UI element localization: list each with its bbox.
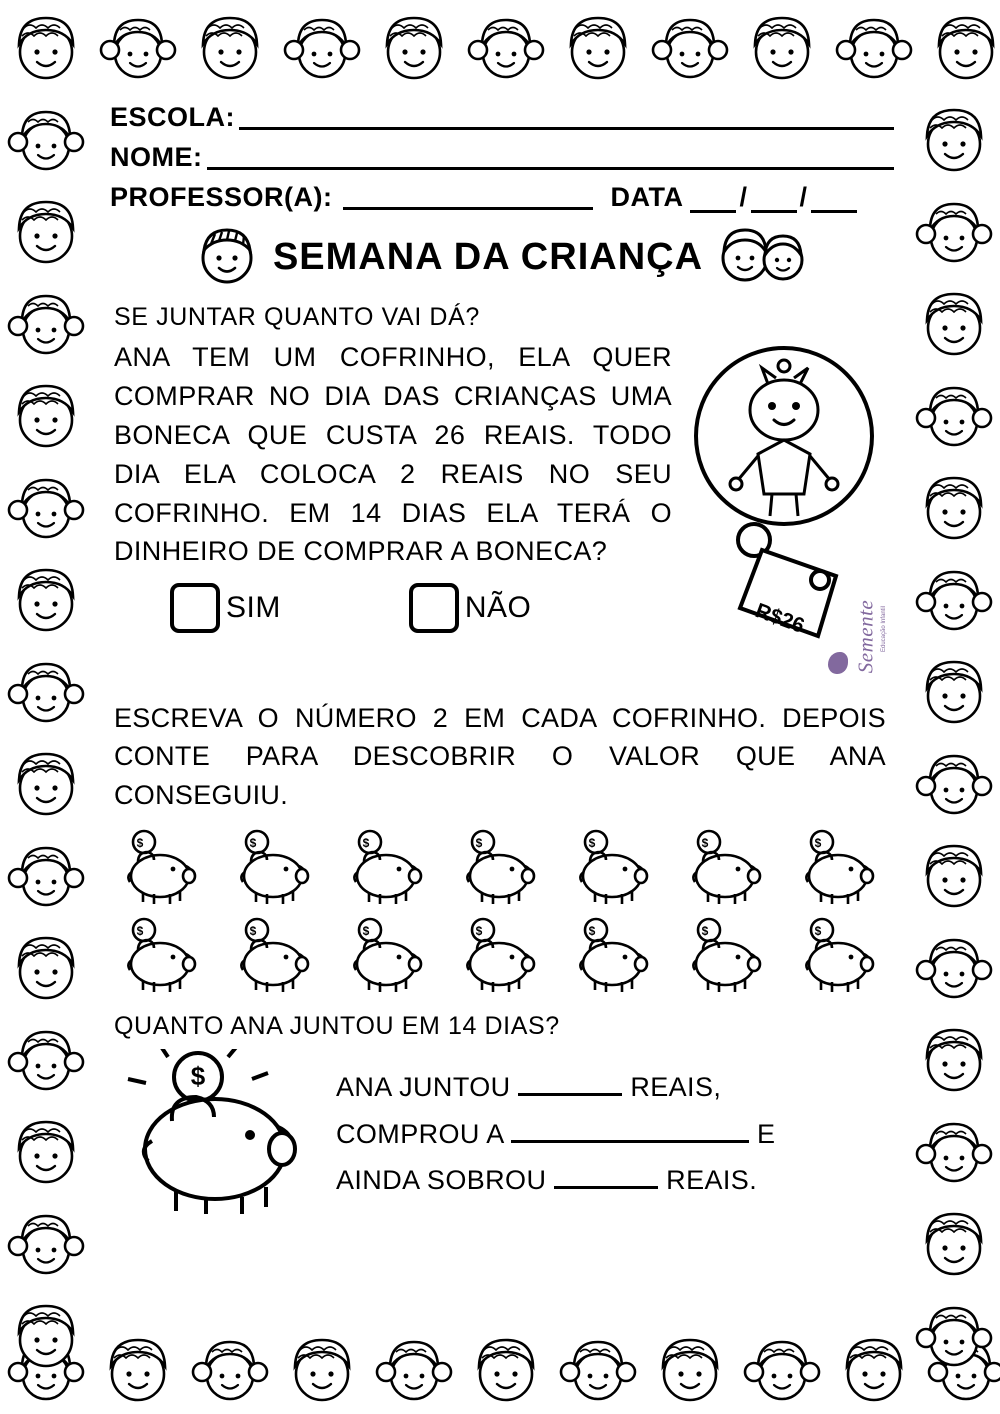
checkbox-sim[interactable] xyxy=(170,583,220,633)
border-kid-face-icon xyxy=(460,1322,552,1414)
border-kid-face-icon xyxy=(0,920,92,1012)
girl-faces-icon xyxy=(713,222,809,293)
piggy-bank-icon[interactable] xyxy=(788,828,891,910)
border-kid-face-icon xyxy=(276,0,368,92)
border-kid-face-icon xyxy=(0,92,92,184)
border-kid-face-icon xyxy=(908,552,1000,644)
piggy-bank-icon[interactable] xyxy=(336,828,439,910)
border-kid-face-icon xyxy=(908,920,1000,1012)
school-label: ESCOLA: xyxy=(110,102,235,132)
decorative-border-left xyxy=(0,92,92,1322)
choice-nao-label: NÃO xyxy=(464,591,532,625)
border-kid-face-icon xyxy=(184,1322,276,1414)
answer-line-1 xyxy=(336,1064,908,1110)
boy-face-icon xyxy=(191,222,263,293)
watermark-leaf-icon xyxy=(828,652,848,674)
decorative-border-bottom xyxy=(0,1322,1000,1414)
watermark-subtitle: Educação Infantil xyxy=(881,605,887,653)
svg-text:$: $ xyxy=(701,835,709,850)
border-kid-face-icon xyxy=(644,1322,736,1414)
border-kid-face-icon xyxy=(736,1322,828,1414)
piggy-bank-grid xyxy=(110,828,908,998)
border-kid-face-icon xyxy=(276,1322,368,1414)
teacher-date-field-row xyxy=(110,182,894,213)
answer-blank-1[interactable] xyxy=(518,1075,622,1096)
border-kid-face-icon xyxy=(0,736,92,828)
border-kid-face-icon xyxy=(828,1322,920,1414)
border-kid-face-icon xyxy=(0,1012,92,1104)
worksheet-content xyxy=(92,92,908,1322)
svg-text:$: $ xyxy=(701,923,709,938)
border-kid-face-icon xyxy=(184,0,276,92)
watermark-name: Semente xyxy=(853,599,878,674)
piggy-bank-icon[interactable] xyxy=(223,828,326,910)
answer-blank-2[interactable] xyxy=(511,1122,749,1143)
border-kid-face-icon xyxy=(0,552,92,644)
teacher-label: PROFESSOR(A): xyxy=(110,182,333,212)
date-label: DATA xyxy=(610,182,684,212)
border-kid-face-icon xyxy=(908,276,1000,368)
border-kid-face-icon xyxy=(908,1288,1000,1380)
border-kid-face-icon xyxy=(908,828,1000,920)
price-tag-text: R$26 xyxy=(752,599,808,638)
border-kid-face-icon xyxy=(0,460,92,552)
border-kid-face-icon xyxy=(644,0,736,92)
piggy-bank-icon[interactable] xyxy=(449,828,552,910)
svg-text:$: $ xyxy=(362,923,370,938)
answer-line-3-suffix: REAIS. xyxy=(666,1165,758,1196)
border-kid-face-icon xyxy=(0,0,92,92)
choice-sim-label: SIM xyxy=(226,591,281,625)
school-field-row xyxy=(110,102,894,133)
date-day-input[interactable] xyxy=(690,190,736,213)
piggy-bank-icon[interactable] xyxy=(110,916,213,998)
answer-line-2-prefix: COMPROU A xyxy=(336,1118,504,1149)
svg-text:$: $ xyxy=(475,835,483,850)
piggy-bank-icon[interactable] xyxy=(675,828,778,910)
border-kid-face-icon xyxy=(0,1288,92,1380)
instruction-text: ESCREVA O NÚMERO 2 EM CADA COFRINHO. DEPOIS CONTE PARA DESCOBRIR O VALOR QUE ANA CONSEGUIU. xyxy=(114,703,886,810)
name-field-row xyxy=(110,142,894,173)
piggy-bank-icon[interactable] xyxy=(562,828,665,910)
worksheet-title-row xyxy=(92,222,908,293)
date-year-input[interactable] xyxy=(811,190,857,213)
teacher-input-line[interactable] xyxy=(343,187,593,210)
border-kid-face-icon xyxy=(368,0,460,92)
problem-text: ANA TEM UM COFRINHO, ELA QUER COMPRAR NO DIA DAS CRIANÇAS UMA BONECA QUE CUSTA 26 REAIS. TODO DIA ELA COLOCA 2 REAIS NO SEU COFRINHO. EM 14 DIAS ELA TERÁ O DINHEIRO DE COMPRAR A BONECA? xyxy=(114,342,672,567)
border-kid-face-icon xyxy=(0,368,92,460)
border-kid-face-icon xyxy=(908,736,1000,828)
page-title: SEMANA DA CRIANÇA xyxy=(272,236,704,278)
answer-line-2-suffix: E xyxy=(756,1118,776,1149)
answer-line-2 xyxy=(336,1111,908,1157)
answer-fill-in-lines xyxy=(336,1064,908,1203)
border-kid-face-icon xyxy=(908,1104,1000,1196)
choice-sim[interactable] xyxy=(170,583,281,633)
student-info-header xyxy=(92,92,908,213)
large-piggy-bank-illustration xyxy=(110,1049,330,1219)
border-kid-face-icon xyxy=(908,368,1000,460)
border-kid-face-icon xyxy=(0,644,92,736)
border-kid-face-icon xyxy=(920,0,1000,92)
border-kid-face-icon xyxy=(368,1322,460,1414)
answer-line-1-prefix: ANA JUNTOU xyxy=(336,1072,511,1103)
border-kid-face-icon xyxy=(908,460,1000,552)
piggy-bank-icon[interactable] xyxy=(110,828,213,910)
answer-section xyxy=(92,1049,908,1219)
border-kid-face-icon xyxy=(0,184,92,276)
border-kid-face-icon xyxy=(92,1322,184,1414)
decorative-border-right xyxy=(908,92,1000,1322)
answer-line-3-prefix: AINDA SOBROU xyxy=(336,1165,547,1196)
final-question: QUANTO ANA JUNTOU EM 14 DIAS? xyxy=(114,1011,560,1040)
piggy-row xyxy=(110,828,908,910)
svg-text:$: $ xyxy=(136,923,144,938)
border-kid-face-icon xyxy=(736,0,828,92)
svg-text:$: $ xyxy=(249,923,257,938)
piggy-bank-icon[interactable] xyxy=(788,916,891,998)
border-kid-face-icon xyxy=(908,1012,1000,1104)
name-label: NOME: xyxy=(110,142,203,172)
svg-text:$: $ xyxy=(136,835,144,850)
svg-text:$: $ xyxy=(249,835,257,850)
border-kid-face-icon xyxy=(0,1196,92,1288)
border-kid-face-icon xyxy=(552,0,644,92)
border-kid-face-icon xyxy=(908,644,1000,736)
answer-line-1-suffix: REAIS, xyxy=(630,1072,722,1103)
svg-text:$: $ xyxy=(588,923,596,938)
svg-text:$: $ xyxy=(190,1060,206,1091)
piggy-row xyxy=(110,916,908,998)
answer-blank-3[interactable] xyxy=(554,1168,658,1189)
border-kid-face-icon xyxy=(908,92,1000,184)
choice-nao[interactable] xyxy=(409,583,532,633)
piggy-bank-icon[interactable] xyxy=(449,916,552,998)
date-separator-1: / xyxy=(739,182,748,212)
svg-text:$: $ xyxy=(814,835,822,850)
border-kid-face-icon xyxy=(908,184,1000,276)
publisher-watermark xyxy=(824,590,898,686)
border-kid-face-icon xyxy=(0,828,92,920)
border-kid-face-icon xyxy=(92,0,184,92)
question-intro: SE JUNTAR QUANTO VAI DÁ? xyxy=(114,303,480,331)
piggy-bank-icon[interactable] xyxy=(223,916,326,998)
piggy-bank-icon[interactable] xyxy=(562,916,665,998)
border-kid-face-icon xyxy=(552,1322,644,1414)
border-kid-face-icon xyxy=(828,0,920,92)
decorative-border-top xyxy=(0,0,1000,92)
svg-text:$: $ xyxy=(588,835,596,850)
border-kid-face-icon xyxy=(460,0,552,92)
checkbox-nao[interactable] xyxy=(409,583,459,633)
svg-text:$: $ xyxy=(814,923,822,938)
piggy-bank-icon[interactable] xyxy=(336,916,439,998)
date-month-input[interactable] xyxy=(751,190,797,213)
svg-text:$: $ xyxy=(362,835,370,850)
border-kid-face-icon xyxy=(908,1196,1000,1288)
name-input-line[interactable] xyxy=(207,147,895,170)
answer-line-3 xyxy=(336,1157,908,1203)
date-separator-2: / xyxy=(799,182,808,212)
border-kid-face-icon xyxy=(0,1104,92,1196)
school-input-line[interactable] xyxy=(239,107,894,130)
svg-text:$: $ xyxy=(475,923,483,938)
piggy-bank-icon[interactable] xyxy=(675,916,778,998)
problem-section xyxy=(92,338,908,679)
border-kid-face-icon xyxy=(0,276,92,368)
choice-group xyxy=(170,583,672,633)
